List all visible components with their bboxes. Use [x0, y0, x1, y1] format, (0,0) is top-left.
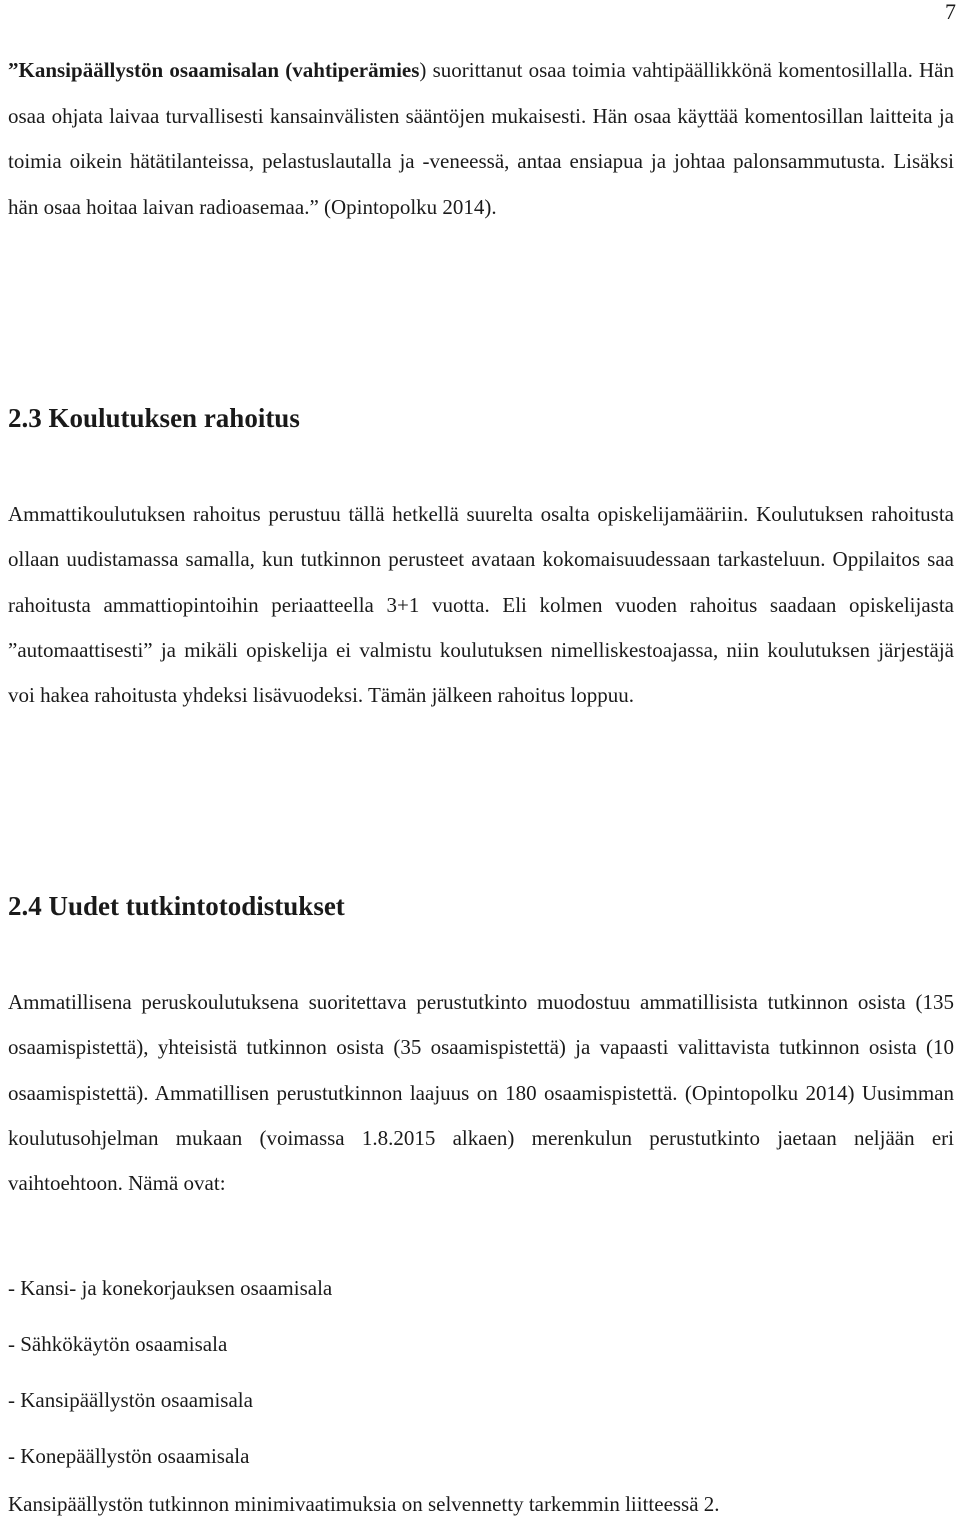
intro-text: ) suorittanut osaa toimia vahtipäällikkönä komentosillalla. Hän osaa ohjata laivaa turvallisesti kansainvälisten sääntöjen mukaisesti. Hän osaa käyttää komentosillan laitteita ja toimia oikein hätätilanteissa, pelastuslautalla ja -veneessä, antaa ensiapua ja johtaa palonsammutusta. Lisäksi hän osaa hoitaa laivan radioasemaa.” (Opintopolku 2014).	[8, 58, 954, 219]
section-heading-2-3: 2.3 Koulutuksen rahoitus	[8, 403, 300, 433]
closing-sentence: Kansipäällystön tutkinnon minimivaatimuksia on selvennetty tarkemmin liitteessä 2.	[8, 1492, 720, 1516]
list-item: - Kansipäällystön osaamisala	[8, 1388, 253, 1412]
list-item: - Kansi- ja konekorjauksen osaamisala	[8, 1276, 333, 1300]
section-heading-2-4: 2.4 Uudet tutkintotodistukset	[8, 891, 345, 921]
list-item: - Konepäällystön osaamisala	[8, 1444, 250, 1468]
page-number: 7	[945, 0, 956, 24]
list-item: - Sähkökäytön osaamisala	[8, 1332, 228, 1356]
intro-bold-lead: ”Kansipäällystön osaamisalan (vahtiperämies	[8, 58, 420, 82]
specialization-list	[8, 1266, 332, 1490]
intro-paragraph	[8, 48, 954, 230]
section-2-3-paragraph: Ammattikoulutuksen rahoitus perustuu tällä hetkellä suurelta osalta opiskelijamääriin. Koulutuksen rahoitusta ollaan uudistamassa samalla, kun tutkinnon perusteet avataan kokomaisuudessaan tarkasteluun. Oppilaitos saa rahoitusta ammattiopintoihin periaatteella 3+1 vuotta. Eli kolmen vuoden rahoitus saadaan opiskelijasta ”automaattisesti” ja mikäli opiskelija ei valmistu koulutuksen nimelliskestoajassa, niin koulutuksen järjestäjä voi hakea rahoitusta yhdeksi lisävuodeksi. Tämän jälkeen rahoitus loppuu.	[8, 502, 954, 708]
section-2-4-paragraph: Ammatillisena peruskoulutuksena suoritettava perustutkinto muodostuu ammatillisista tutkinnon osista (135 osaamispistettä), yhteisistä tutkinnon osista (35 osaamispistettä) ja vapaasti valittavista tutkinnon osista (10 osaamispistettä). Ammatillisen perustutkinnon laajuus on 180 osaamispistettä. (Opintopolku 2014) Uusimman koulutusohjelman mukaan (voimassa 1.8.2015 alkaen) merenkulun perustutkinto jaetaan neljään eri vaihtoehtoon. Nämä ovat:	[8, 990, 954, 1196]
